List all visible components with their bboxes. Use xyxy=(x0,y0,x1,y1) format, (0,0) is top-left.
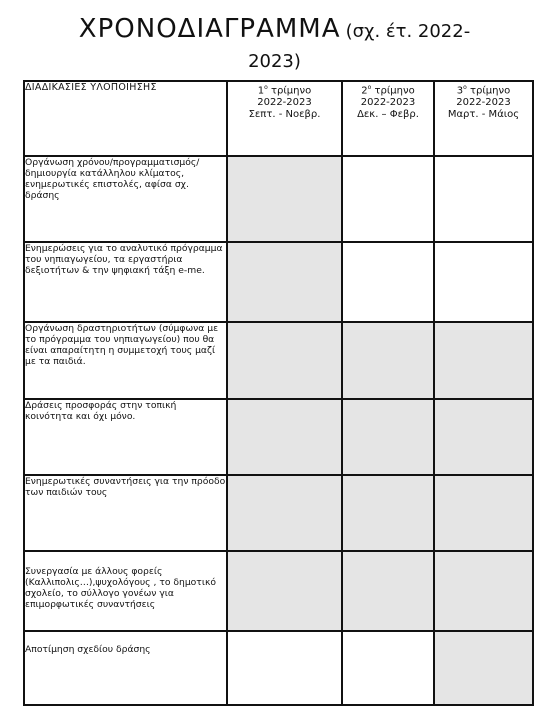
schedule-cell xyxy=(434,399,533,475)
schedule-cell xyxy=(342,475,434,551)
schedule-cell xyxy=(342,156,434,242)
schedule-cell xyxy=(434,322,533,399)
schedule-table xyxy=(23,80,534,706)
page-title xyxy=(0,14,549,77)
schedule-cell xyxy=(434,242,533,322)
table-row xyxy=(24,322,533,399)
quarter-header-2 xyxy=(342,81,434,156)
quarter-header-3 xyxy=(434,81,533,156)
table-row xyxy=(24,475,533,551)
schedule-cell xyxy=(342,551,434,631)
title-subtitle-line2: 2023) xyxy=(248,51,301,72)
schedule-cell xyxy=(227,551,342,631)
schedule-cell xyxy=(342,322,434,399)
header-row xyxy=(24,81,533,156)
quarter-months: Μαρτ. - Μάιος xyxy=(447,109,520,121)
quarter-months: Σεπτ. - Νοεβρ. xyxy=(248,109,321,121)
schedule-cell xyxy=(227,156,342,242)
schedule-cell xyxy=(434,475,533,551)
title-main: ΧΡΟΝΟΔΙΑΓΡΑΜΜΑ xyxy=(78,14,341,44)
schedule-cell xyxy=(342,242,434,322)
activities-header: ΔΙΑΔΙΚΑΣΙΕΣ ΥΛΟΠΟΙΗΣΗΣ xyxy=(24,81,227,156)
quarter-name: $2^o$ τρίμηνο xyxy=(361,84,415,97)
task-text: Δράσεις προσφοράς στην τοπική κοινότητα και όχι μόνο. xyxy=(24,399,227,475)
task-text: Αποτίμηση σχεδίου δράσης xyxy=(24,631,227,705)
table-row xyxy=(24,156,533,242)
title-subtitle: (σχ. έτ. 2022- xyxy=(345,21,471,42)
table-row xyxy=(24,399,533,475)
schedule-cell xyxy=(434,551,533,631)
table-row xyxy=(24,631,533,705)
schedule-cell xyxy=(227,322,342,399)
schedule-cell xyxy=(342,631,434,705)
schedule-cell xyxy=(434,631,533,705)
schedule-cell xyxy=(227,399,342,475)
schedule-cell xyxy=(227,631,342,705)
task-text: Οργάνωση δραστηριοτήτων (σύμφωνα με το πρόγραμμα του νηπιαγωγείου) που θα είναι απαραίτητη η συμμετοχή τους μαζί με τα παιδιά. xyxy=(24,322,227,399)
schedule-cell xyxy=(342,399,434,475)
quarter-months: Δεκ. – Φεβρ. xyxy=(357,109,419,121)
quarter-name: $1^o$ τρίμηνο xyxy=(257,84,312,97)
quarter-years: 2022-2023 xyxy=(456,97,511,109)
task-text: Οργάνωση χρόνου/προγραμματισμός/ δημιουργία κατάλληλου κλίματος, ενημερωτικές επιστολές, αφίσα σχ. δράσης xyxy=(24,156,227,242)
quarter-years: 2022-2023 xyxy=(360,97,416,109)
table-row xyxy=(24,551,533,631)
task-text: Ενημερωτικές συναντήσεις για την πρόοδο των παιδιών τους xyxy=(24,475,227,551)
table-row xyxy=(24,242,533,322)
quarter-header-1 xyxy=(227,81,342,156)
schedule-cell xyxy=(434,156,533,242)
quarter-name: $3^o$ τρίμηνο xyxy=(456,84,511,97)
schedule-cell xyxy=(227,475,342,551)
quarter-years: 2022-2023 xyxy=(257,97,312,109)
task-text: Ενημερώσεις για το αναλυτικό πρόγραμμα του νηπιαγωγείου, τα εργαστήρια δεξιοτήτων & την ψηφιακή τάξη e-me. xyxy=(24,242,227,322)
schedule-cell xyxy=(227,242,342,322)
task-text: Συνεργασία με άλλους φορείς (Καλλιπολις…),ψυχολόγους , το δημοτικό σχολείο, το σύλλογο γονέων για επιμορφωτικές συναντήσεις xyxy=(24,551,227,631)
